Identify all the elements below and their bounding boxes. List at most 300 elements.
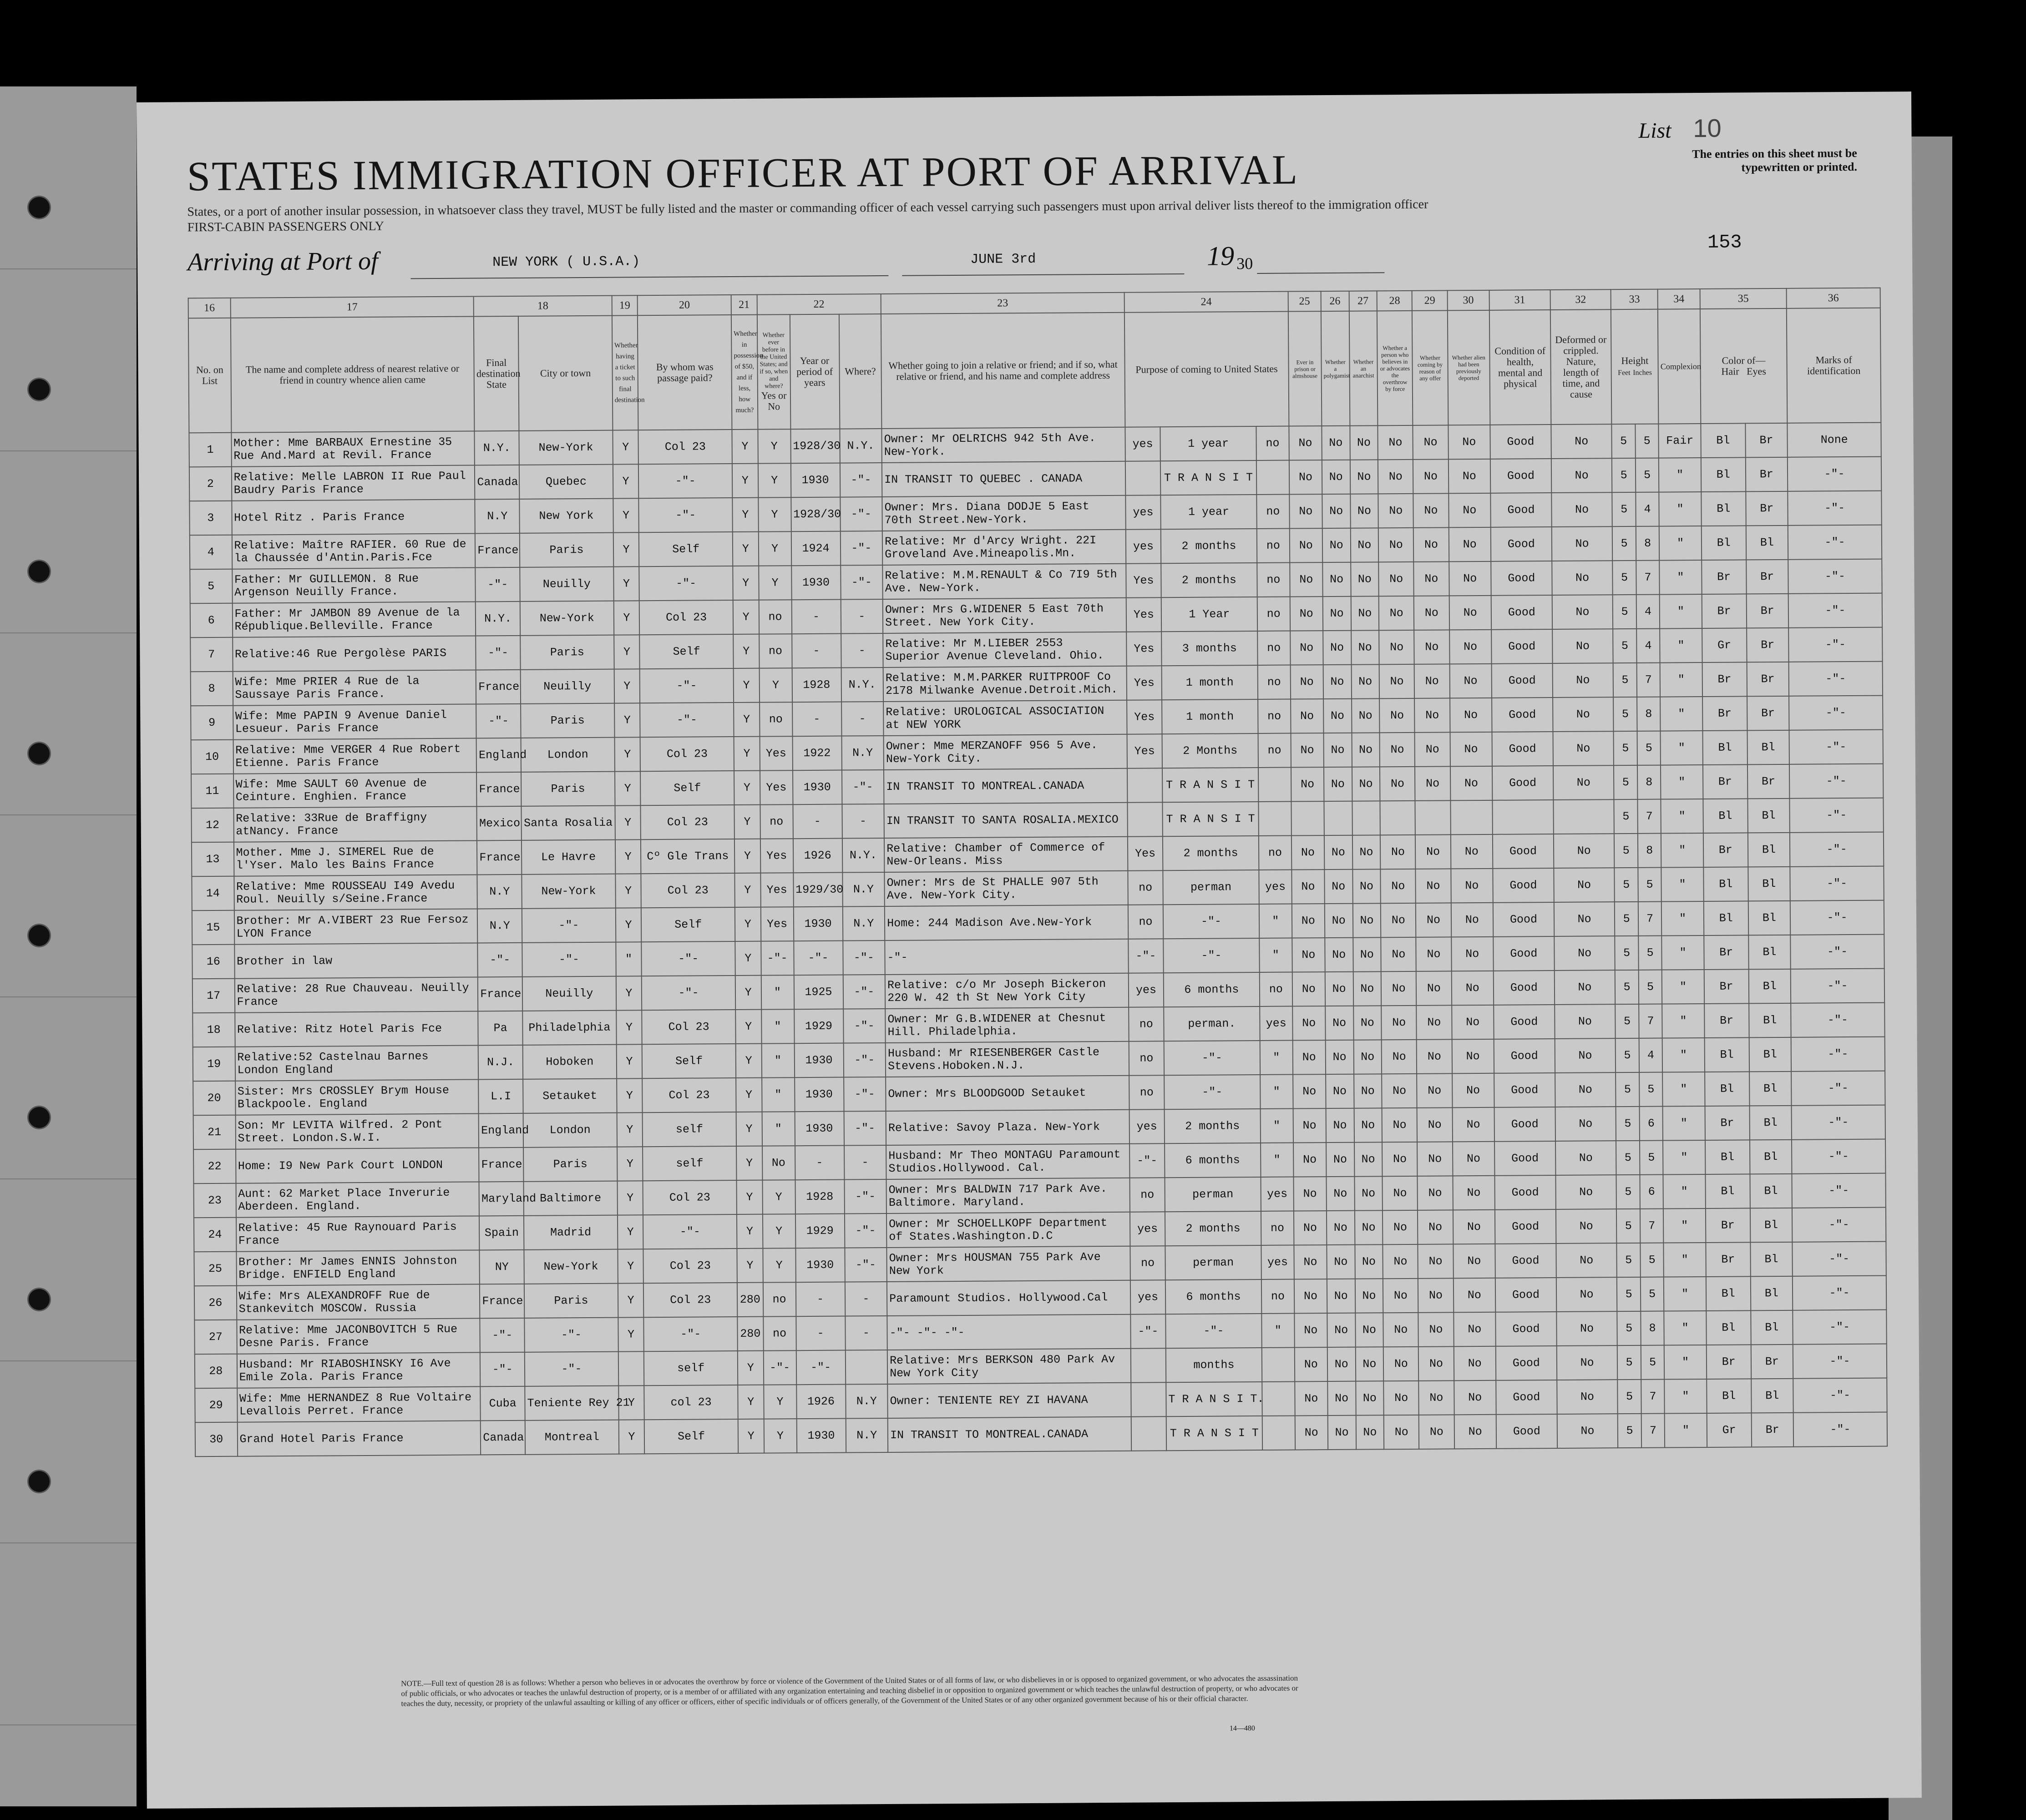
deported-cell: No bbox=[1451, 903, 1493, 937]
overthrow-cell: No bbox=[1379, 596, 1414, 630]
footnote: NOTE.—Full text of question 28 is as follows: Whether a person who believes in or advocates the overthrow by force or violence of the Government of the United States or of all forms of law, or who disbelieves in or is opposed to organized government, or who advocates the assassination of public officials, or who advocates or teaches the unlawful destruction of property, or is a member of or affiliated with any organization entertaining and teaching disbelief in or opposition to organized government or which teaches the unlawful destruction of property, or who advocates or teaches the duty, necessity, or propriety of the unlawful assaulting or killing of any officer or officers, either of specific individuals or of officers generally, of the Government of the United States or of any other organized government because of his or their official character. bbox=[401, 1673, 1298, 1708]
row-number-cell: 9 bbox=[191, 706, 233, 740]
hair-color-cell: Bl bbox=[1703, 867, 1748, 901]
before-in-us-cell: " bbox=[762, 1112, 795, 1146]
health-cell: Good bbox=[1495, 1209, 1556, 1244]
purpose-length-of-stay-cell: 2 Months bbox=[1162, 733, 1258, 768]
complexion-cell: " bbox=[1662, 935, 1704, 970]
overthrow-cell: No bbox=[1378, 528, 1414, 562]
header-nearest-relative: The name and complete address of nearest relative or friend in country whence alien came bbox=[230, 316, 474, 432]
offer-cell: No bbox=[1418, 1210, 1453, 1244]
column-number: 31 bbox=[1489, 290, 1550, 310]
header-health: Condition of health, mental and physical bbox=[1489, 310, 1551, 425]
column-headers-row bbox=[188, 308, 1881, 433]
health-cell: Good bbox=[1491, 595, 1552, 630]
purpose-intends-return-cell: yes bbox=[1126, 529, 1161, 563]
height-feet-cell: 5 bbox=[1617, 1311, 1641, 1345]
purpose-citizen-cell: no bbox=[1259, 836, 1292, 870]
height-inches-cell: 5 bbox=[1641, 1277, 1664, 1311]
year-period-cell: - bbox=[796, 1316, 845, 1351]
deformed-cell: No bbox=[1553, 697, 1614, 732]
where-cell: - bbox=[841, 702, 884, 736]
destination-state-cell: -"- bbox=[476, 567, 520, 602]
deformed-cell: No bbox=[1554, 936, 1615, 971]
header-ticket: Whether having a ticket to such final destination bbox=[612, 315, 638, 430]
destination-state-cell: France bbox=[480, 1284, 524, 1319]
arriving-label: Arriving at Port of bbox=[187, 247, 378, 277]
polygamist-cell: No bbox=[1327, 1279, 1355, 1313]
complexion-cell: " bbox=[1665, 1413, 1707, 1448]
purpose-citizen-cell: no bbox=[1257, 631, 1290, 665]
deformed-cell: No bbox=[1553, 765, 1614, 800]
hair-color-cell: Br bbox=[1703, 833, 1748, 867]
possession-50-cell: Y bbox=[737, 1249, 763, 1283]
passage-paid-by-cell: -"- bbox=[640, 668, 734, 703]
height-feet-cell: 5 bbox=[1615, 902, 1638, 936]
nearest-relative-cell: Relative:52 Castelnau Barnes London England bbox=[235, 1045, 478, 1081]
joining-relative-cell: Husband: Mr Theo MONTAGU Paramount Studios.Hollywood. Cal. bbox=[886, 1144, 1129, 1179]
height-feet-cell: 5 bbox=[1615, 970, 1639, 1004]
offer-cell: No bbox=[1413, 527, 1449, 561]
column-number: 30 bbox=[1447, 290, 1489, 311]
health-cell: Good bbox=[1490, 425, 1551, 459]
passage-paid-by-cell: self bbox=[643, 1146, 736, 1181]
column-number: 29 bbox=[1412, 290, 1447, 310]
joining-relative-cell: IN TRANSIT TO SANTA ROSALIA.MEXICO bbox=[884, 803, 1128, 838]
hair-color-cell: Br bbox=[1705, 1106, 1749, 1140]
ticket-cell: " bbox=[616, 942, 642, 976]
complexion-cell: " bbox=[1663, 1174, 1706, 1209]
health-cell: Good bbox=[1492, 766, 1553, 800]
possession-50-cell: Y bbox=[736, 1112, 762, 1146]
passage-paid-by-cell: Col 23 bbox=[638, 430, 732, 464]
destination-city-cell: -"- bbox=[522, 942, 616, 977]
destination-state-cell: Pa bbox=[478, 1011, 523, 1046]
passage-paid-by-cell: Self bbox=[642, 1044, 736, 1078]
prison-cell: No bbox=[1295, 1381, 1327, 1416]
deported-cell: No bbox=[1452, 1073, 1494, 1108]
polygamist-cell: No bbox=[1326, 1143, 1354, 1177]
eye-color-cell: Bl bbox=[1747, 730, 1789, 765]
header-final-destination: Final destination bbox=[476, 357, 521, 379]
purpose-citizen-cell: yes bbox=[1261, 1177, 1293, 1211]
polygamist-cell: No bbox=[1323, 665, 1351, 699]
header-purpose: Purpose of coming to United States bbox=[1124, 312, 1289, 427]
arrival-port: NEW YORK ( U.S.A.) bbox=[492, 254, 640, 271]
overthrow-cell: No bbox=[1378, 425, 1413, 460]
eye-color-cell: Bl bbox=[1751, 1310, 1793, 1345]
polygamist-cell: No bbox=[1323, 733, 1352, 767]
before-in-us-cell: -"- bbox=[763, 1350, 796, 1385]
anarchist-cell: No bbox=[1350, 460, 1378, 494]
marks-of-identification-cell: -"- bbox=[1791, 1071, 1885, 1106]
possession-50-cell: Y bbox=[736, 1078, 762, 1112]
offer-cell: No bbox=[1417, 1073, 1452, 1107]
purpose-intends-return-cell: -"- bbox=[1129, 1143, 1165, 1178]
purpose-intends-return-cell: yes bbox=[1125, 495, 1161, 529]
year-period-cell: 1926 bbox=[796, 1385, 846, 1419]
passage-paid-by-cell: Self bbox=[641, 907, 735, 942]
destination-state-cell: -"- bbox=[478, 943, 522, 977]
prison-cell: No bbox=[1293, 1143, 1326, 1177]
year-period-cell: -"- bbox=[796, 1350, 845, 1385]
joining-relative-cell: Relative: Mrs BERKSON 480 Park Av New York City bbox=[887, 1349, 1131, 1384]
height-inches-cell: 5 bbox=[1639, 1072, 1663, 1107]
year-period-cell: -"- bbox=[794, 941, 843, 976]
joining-relative-cell: Relative: UROLOGICAL ASSOCIATION at NEW YORK bbox=[883, 700, 1127, 736]
marks-of-identification-cell: -"- bbox=[1791, 969, 1884, 1003]
destination-city-cell: Neuilly bbox=[522, 976, 616, 1011]
joining-relative-cell: Home: 244 Madison Ave.New-York bbox=[885, 905, 1128, 940]
purpose-intends-return-cell: no bbox=[1128, 870, 1163, 905]
ticket-cell: Y bbox=[617, 1181, 643, 1215]
column-number: 25 bbox=[1288, 291, 1321, 311]
column-number: 26 bbox=[1321, 291, 1349, 311]
polygamist-cell: No bbox=[1328, 1416, 1356, 1450]
marks-of-identification-cell: -"- bbox=[1788, 559, 1882, 594]
anarchist-cell: No bbox=[1353, 1040, 1382, 1074]
year-period-cell: 1930 bbox=[795, 1112, 844, 1146]
passage-paid-by-cell: Self bbox=[639, 532, 733, 566]
column-number: 20 bbox=[638, 295, 731, 315]
destination-state-cell: -"- bbox=[476, 704, 521, 738]
eye-color-cell: Bl bbox=[1749, 1003, 1791, 1038]
destination-city-cell: Paris bbox=[524, 1284, 618, 1318]
before-in-us-cell: No bbox=[762, 1146, 795, 1180]
purpose-citizen-cell: no bbox=[1257, 563, 1290, 597]
hair-color-cell: Bl bbox=[1705, 1174, 1750, 1208]
destination-city-cell: New York bbox=[519, 499, 613, 533]
offer-cell: No bbox=[1413, 425, 1449, 459]
purpose-citizen-cell bbox=[1262, 1416, 1295, 1450]
purpose-citizen-cell: " bbox=[1261, 1143, 1293, 1177]
purpose-intends-return-cell: Yes bbox=[1127, 666, 1162, 700]
marks-of-identification-cell: -"- bbox=[1793, 1310, 1886, 1345]
nearest-relative-cell: Relative: 45 Rue Raynouard Paris France bbox=[236, 1216, 480, 1251]
possession-50-cell: Y bbox=[736, 1044, 762, 1078]
ticket-cell: Y bbox=[615, 874, 641, 908]
row-number-cell: 8 bbox=[191, 672, 233, 706]
deformed-cell: No bbox=[1554, 970, 1615, 1005]
offer-cell: No bbox=[1414, 596, 1449, 630]
purpose-length-of-stay-cell: 1 month bbox=[1162, 665, 1258, 700]
purpose-length-of-stay-cell: perman bbox=[1165, 1245, 1261, 1280]
height-feet-cell: 5 bbox=[1616, 1072, 1640, 1107]
deformed-cell: No bbox=[1556, 1243, 1617, 1278]
offer-cell: No bbox=[1414, 630, 1450, 664]
purpose-intends-return-cell: yes bbox=[1129, 973, 1164, 1007]
header-no-on-list: No. on List bbox=[188, 318, 231, 433]
height-feet-cell: 5 bbox=[1617, 1243, 1641, 1277]
before-in-us-cell: Y bbox=[763, 1248, 795, 1282]
row-number-cell: 7 bbox=[190, 637, 233, 672]
prison-cell: No bbox=[1290, 665, 1323, 699]
destination-state-cell: France bbox=[477, 840, 522, 875]
height-inches-cell: 5 bbox=[1639, 970, 1662, 1004]
purpose-citizen-cell: " bbox=[1259, 938, 1292, 972]
binder-hole bbox=[27, 378, 51, 401]
deported-cell: No bbox=[1453, 1210, 1495, 1244]
deported-cell: No bbox=[1449, 630, 1492, 664]
possession-50-cell: Y bbox=[735, 976, 761, 1010]
purpose-intends-return-cell: -"- bbox=[1130, 1314, 1166, 1348]
joining-relative-cell: -"- -"- -"- bbox=[887, 1314, 1130, 1350]
where-cell: N.Y bbox=[841, 736, 884, 770]
height-inches-cell: 5 bbox=[1640, 1243, 1664, 1277]
destination-state-cell: France bbox=[476, 670, 521, 704]
nearest-relative-cell: Brother: Mr A.VIBERT 23 Rue Fersoz LYON France bbox=[234, 909, 477, 944]
before-in-us-cell: Yes bbox=[760, 907, 793, 941]
overthrow-cell: No bbox=[1380, 733, 1415, 767]
purpose-citizen-cell: no bbox=[1257, 665, 1290, 699]
deformed-cell: No bbox=[1555, 1038, 1616, 1073]
height-feet-cell: 5 bbox=[1615, 936, 1639, 970]
passage-paid-by-cell: Self bbox=[639, 634, 733, 669]
overthrow-cell: No bbox=[1378, 460, 1413, 494]
purpose-citizen-cell bbox=[1256, 460, 1289, 495]
nearest-relative-cell: Grand Hotel Paris France bbox=[237, 1421, 481, 1456]
nearest-relative-cell: Relative: Mme JACONBOVITCH 5 Rue Desne Paris. France bbox=[237, 1318, 480, 1354]
page-title: STATES IMMIGRATION OFFICER AT PORT OF ARRIVAL bbox=[187, 146, 1299, 200]
possession-50-cell: 280 bbox=[737, 1283, 763, 1317]
deported-cell: No bbox=[1449, 561, 1491, 596]
anarchist-cell: No bbox=[1352, 733, 1380, 767]
joining-relative-cell: Husband: Mr RIESENBERGER Castle Stevens.Hoboken.N.J. bbox=[886, 1041, 1129, 1077]
passage-paid-by-cell: -"- bbox=[638, 464, 732, 498]
ticket-cell: Y bbox=[616, 1010, 642, 1044]
purpose-intends-return-cell: Yes bbox=[1126, 632, 1162, 666]
eye-color-cell: Bl bbox=[1750, 1140, 1792, 1174]
height-feet-cell: 5 bbox=[1618, 1414, 1641, 1448]
offer-cell: No bbox=[1416, 903, 1451, 937]
overthrow-cell: No bbox=[1380, 835, 1416, 869]
possession-50-cell: Y bbox=[733, 566, 759, 600]
offer-cell: No bbox=[1416, 869, 1451, 903]
where-cell: -"- bbox=[844, 1111, 886, 1146]
purpose-intends-return-cell bbox=[1127, 768, 1163, 802]
offer-cell bbox=[1415, 800, 1451, 834]
height-feet-cell: 5 bbox=[1616, 1004, 1639, 1038]
list-note: The entries on this sheet must be typewritten or printed. bbox=[1692, 146, 1858, 174]
health-cell: Good bbox=[1495, 1312, 1556, 1346]
purpose-length-of-stay-cell: 6 months bbox=[1165, 1279, 1261, 1314]
height-inches-cell: 4 bbox=[1636, 492, 1659, 526]
health-cell: Good bbox=[1495, 1175, 1556, 1210]
height-feet-cell: 5 bbox=[1616, 1038, 1639, 1072]
destination-city-cell: Philadelphia bbox=[522, 1011, 616, 1045]
marks-of-identification-cell: -"- bbox=[1788, 627, 1882, 662]
nearest-relative-cell: Relative: Ritz Hotel Paris Fce bbox=[235, 1011, 478, 1046]
deported-cell: No bbox=[1452, 1005, 1494, 1040]
complexion-cell: " bbox=[1659, 560, 1702, 595]
polygamist-cell: No bbox=[1326, 1108, 1354, 1143]
destination-city-cell: Teniente Rey 21 bbox=[525, 1386, 618, 1421]
destination-city-cell: Neuilly bbox=[521, 669, 614, 704]
eye-color-cell: Br bbox=[1747, 696, 1789, 731]
anarchist-cell: No bbox=[1352, 869, 1381, 903]
health-cell bbox=[1492, 800, 1553, 834]
marks-of-identification-cell: -"- bbox=[1789, 764, 1883, 799]
purpose-citizen-cell bbox=[1258, 768, 1291, 802]
destination-city-cell: New-York bbox=[519, 430, 613, 465]
where-cell: -"- bbox=[843, 1043, 886, 1077]
deformed-cell: No bbox=[1552, 561, 1613, 595]
before-in-us-cell: Y bbox=[758, 497, 791, 531]
prison-cell: No bbox=[1294, 1211, 1327, 1245]
column-number: 32 bbox=[1550, 289, 1611, 310]
deported-cell: No bbox=[1453, 1244, 1495, 1279]
complexion-cell: " bbox=[1660, 662, 1702, 697]
nearest-relative-cell: Father: Mr JAMBON 89 Avenue de la République.Belleville. France bbox=[232, 602, 476, 637]
joining-relative-cell: Owner: Mr G.B.WIDENER at Chesnut Hill. Philadelphia. bbox=[885, 1007, 1129, 1043]
ticket-cell: Y bbox=[616, 1044, 642, 1078]
possession-50-cell: Y bbox=[734, 668, 760, 703]
passage-paid-by-cell: -"- bbox=[640, 703, 734, 737]
year-period-cell: 1926 bbox=[793, 839, 842, 873]
prison-cell: No bbox=[1290, 631, 1323, 665]
height-inches-cell: 7 bbox=[1636, 663, 1660, 697]
year-period-cell: 1930 bbox=[793, 907, 842, 941]
list-number: 10 bbox=[1693, 113, 1722, 143]
row-number-cell: 20 bbox=[193, 1081, 235, 1116]
joining-relative-cell: Owner: TENIENTE REY ZI HAVANA bbox=[887, 1383, 1131, 1418]
height-feet-cell: 5 bbox=[1618, 1380, 1641, 1414]
polygamist-cell: No bbox=[1324, 870, 1352, 904]
purpose-length-of-stay-cell: -"- bbox=[1165, 1314, 1261, 1348]
nearest-relative-cell: Relative: Mme VERGER 4 Rue Robert Etienne. Paris France bbox=[233, 738, 476, 774]
prison-cell: No bbox=[1291, 699, 1323, 733]
marks-of-identification-cell: -"- bbox=[1790, 900, 1884, 935]
purpose-length-of-stay-cell: perman bbox=[1163, 870, 1259, 905]
passage-paid-by-cell: Col 23 bbox=[640, 737, 734, 771]
possession-50-cell: Y bbox=[732, 430, 758, 464]
row-number-cell: 16 bbox=[192, 945, 234, 979]
joining-relative-cell: Owner: Mrs de St PHALLE 907 5th Ave. New-York City. bbox=[884, 871, 1128, 906]
polygamist-cell: No bbox=[1327, 1381, 1356, 1416]
purpose-intends-return-cell bbox=[1125, 461, 1161, 495]
column-number: 24 bbox=[1124, 292, 1288, 313]
health-cell: Good bbox=[1495, 1278, 1556, 1312]
health-cell: Good bbox=[1492, 698, 1553, 732]
before-in-us-cell: Y bbox=[762, 1180, 795, 1214]
height-inches-cell: 4 bbox=[1636, 629, 1660, 663]
eye-color-cell: Bl bbox=[1748, 901, 1790, 935]
joining-relative-cell: Owner: Mme MERZANOFF 956 5 Ave. New-York City. bbox=[884, 734, 1127, 770]
year-suffix: 30 bbox=[1236, 254, 1253, 273]
ticket-cell: Y bbox=[613, 566, 639, 601]
nearest-relative-cell: Aunt: 62 Market Place Inverurie Aberdeen. England. bbox=[236, 1182, 479, 1217]
ticket-cell: Y bbox=[614, 635, 640, 669]
marks-of-identification-cell: -"- bbox=[1793, 1344, 1887, 1379]
eye-color-cell: Bl bbox=[1748, 969, 1791, 1004]
eye-color-cell: Bl bbox=[1751, 1379, 1793, 1413]
deported-cell: No bbox=[1451, 869, 1493, 903]
hair-color-cell: Bl bbox=[1701, 457, 1746, 492]
row-number-cell: 19 bbox=[193, 1047, 235, 1082]
health-cell: Good bbox=[1493, 902, 1554, 937]
row-number-cell: 4 bbox=[190, 535, 232, 570]
list-label: List bbox=[1638, 118, 1671, 143]
hair-color-cell: Bl bbox=[1704, 1037, 1749, 1072]
year-period-cell: - bbox=[792, 634, 841, 668]
marks-of-identification-cell: -"- bbox=[1790, 866, 1884, 901]
destination-state-cell: N.Y bbox=[477, 909, 522, 943]
nearest-relative-cell: Father: Mr GUILLEMON. 8 Rue Argenson Neuilly France. bbox=[232, 567, 476, 603]
polygamist-cell: No bbox=[1327, 1347, 1356, 1381]
offer-cell: No bbox=[1417, 1039, 1452, 1073]
before-in-us-cell: Yes bbox=[760, 873, 793, 907]
purpose-intends-return-cell: Yes bbox=[1127, 700, 1162, 734]
binder-hole bbox=[27, 196, 51, 219]
ticket-cell: Y bbox=[616, 976, 642, 1010]
cabin-class: FIRST-CABIN PASSENGERS ONLY bbox=[187, 219, 385, 235]
complexion-cell: " bbox=[1662, 970, 1704, 1004]
anarchist-cell: No bbox=[1355, 1347, 1383, 1381]
joining-relative-cell: Relative: M.M.RENAULT & Co 7I9 5th Ave. New-York. bbox=[882, 564, 1126, 599]
purpose-citizen-cell: no bbox=[1256, 495, 1289, 529]
purpose-citizen-cell: yes bbox=[1261, 1245, 1294, 1279]
year-period-cell: 1928/30 bbox=[791, 497, 840, 532]
purpose-intends-return-cell: yes bbox=[1129, 1109, 1165, 1143]
before-in-us-cell: Y bbox=[759, 566, 791, 600]
complexion-cell: " bbox=[1663, 1106, 1705, 1141]
year-period-cell: - bbox=[791, 600, 841, 634]
height-feet-cell: 5 bbox=[1617, 1277, 1641, 1311]
ticket-cell: Y bbox=[615, 805, 641, 839]
nearest-relative-cell: Mother: Mme BARBAUX Ernestine 35 Rue And.Mard at Revil. France bbox=[231, 431, 475, 466]
nearest-relative-cell: Relative: Mme ROUSSEAU I49 Avedu Roul. Neuilly s/Seine.France bbox=[234, 875, 477, 910]
height-feet-cell: 5 bbox=[1614, 765, 1637, 799]
header-inches: Inches bbox=[1633, 369, 1652, 377]
purpose-intends-return-cell bbox=[1131, 1382, 1166, 1416]
year-period-cell: 1930 bbox=[790, 463, 840, 498]
marks-of-identification-cell: -"- bbox=[1790, 935, 1884, 969]
header-c29: Whether coming by reason of any offer bbox=[1412, 310, 1448, 425]
nearest-relative-cell: Relative: Melle LABRON II Rue Paul Baudry Paris France bbox=[231, 465, 475, 500]
eye-color-cell: Bl bbox=[1750, 1242, 1793, 1277]
purpose-citizen-cell bbox=[1262, 1382, 1295, 1416]
instructions-text: States, or a port of another insular possession, in whatsoever class they travel, MUST be fully listed and the master or commanding officer of each vessel carrying such passengers must upon arrival deliver lists thereof to the immigration officer bbox=[187, 197, 1428, 219]
purpose-intends-return-cell: no bbox=[1129, 1178, 1165, 1212]
deformed-cell: No bbox=[1557, 1380, 1618, 1414]
offer-cell: No bbox=[1415, 766, 1450, 800]
destination-state-cell: -"- bbox=[476, 636, 521, 670]
deported-cell: No bbox=[1451, 971, 1494, 1006]
complexion-cell: " bbox=[1661, 901, 1704, 936]
joining-relative-cell: Relative: M.M.PARKER RUITPROOF Co 2178 Milwanke Avenue.Detroit.Mich. bbox=[883, 666, 1127, 702]
binder-hole bbox=[27, 924, 51, 947]
overthrow-cell: No bbox=[1380, 767, 1415, 801]
deported-cell: No bbox=[1452, 1107, 1494, 1142]
overthrow-cell: No bbox=[1382, 1074, 1417, 1108]
purpose-citizen-cell: yes bbox=[1260, 1006, 1292, 1041]
purpose-length-of-stay-cell: -"- bbox=[1163, 938, 1259, 973]
height-inches-cell: 5 bbox=[1640, 1141, 1663, 1175]
ticket-cell: Y bbox=[617, 1078, 643, 1112]
hair-color-cell: Bl bbox=[1702, 730, 1747, 765]
purpose-citizen-cell: no bbox=[1260, 972, 1292, 1006]
purpose-length-of-stay-cell: T R A N S I T bbox=[1162, 768, 1258, 802]
header-hair-eyes bbox=[1702, 366, 1784, 377]
nearest-relative-cell: Husband: Mr RIABOSHINSKY I6 Ave Emile Zola. Paris France bbox=[237, 1352, 480, 1388]
purpose-citizen-cell: no bbox=[1257, 529, 1290, 563]
purpose-intends-return-cell bbox=[1131, 1416, 1167, 1451]
health-cell: Good bbox=[1493, 868, 1554, 903]
destination-city-cell: Setauket bbox=[523, 1079, 617, 1113]
anarchist-cell: No bbox=[1356, 1381, 1384, 1415]
offer-cell: No bbox=[1419, 1380, 1454, 1415]
manifest-sheet bbox=[137, 91, 1922, 1809]
